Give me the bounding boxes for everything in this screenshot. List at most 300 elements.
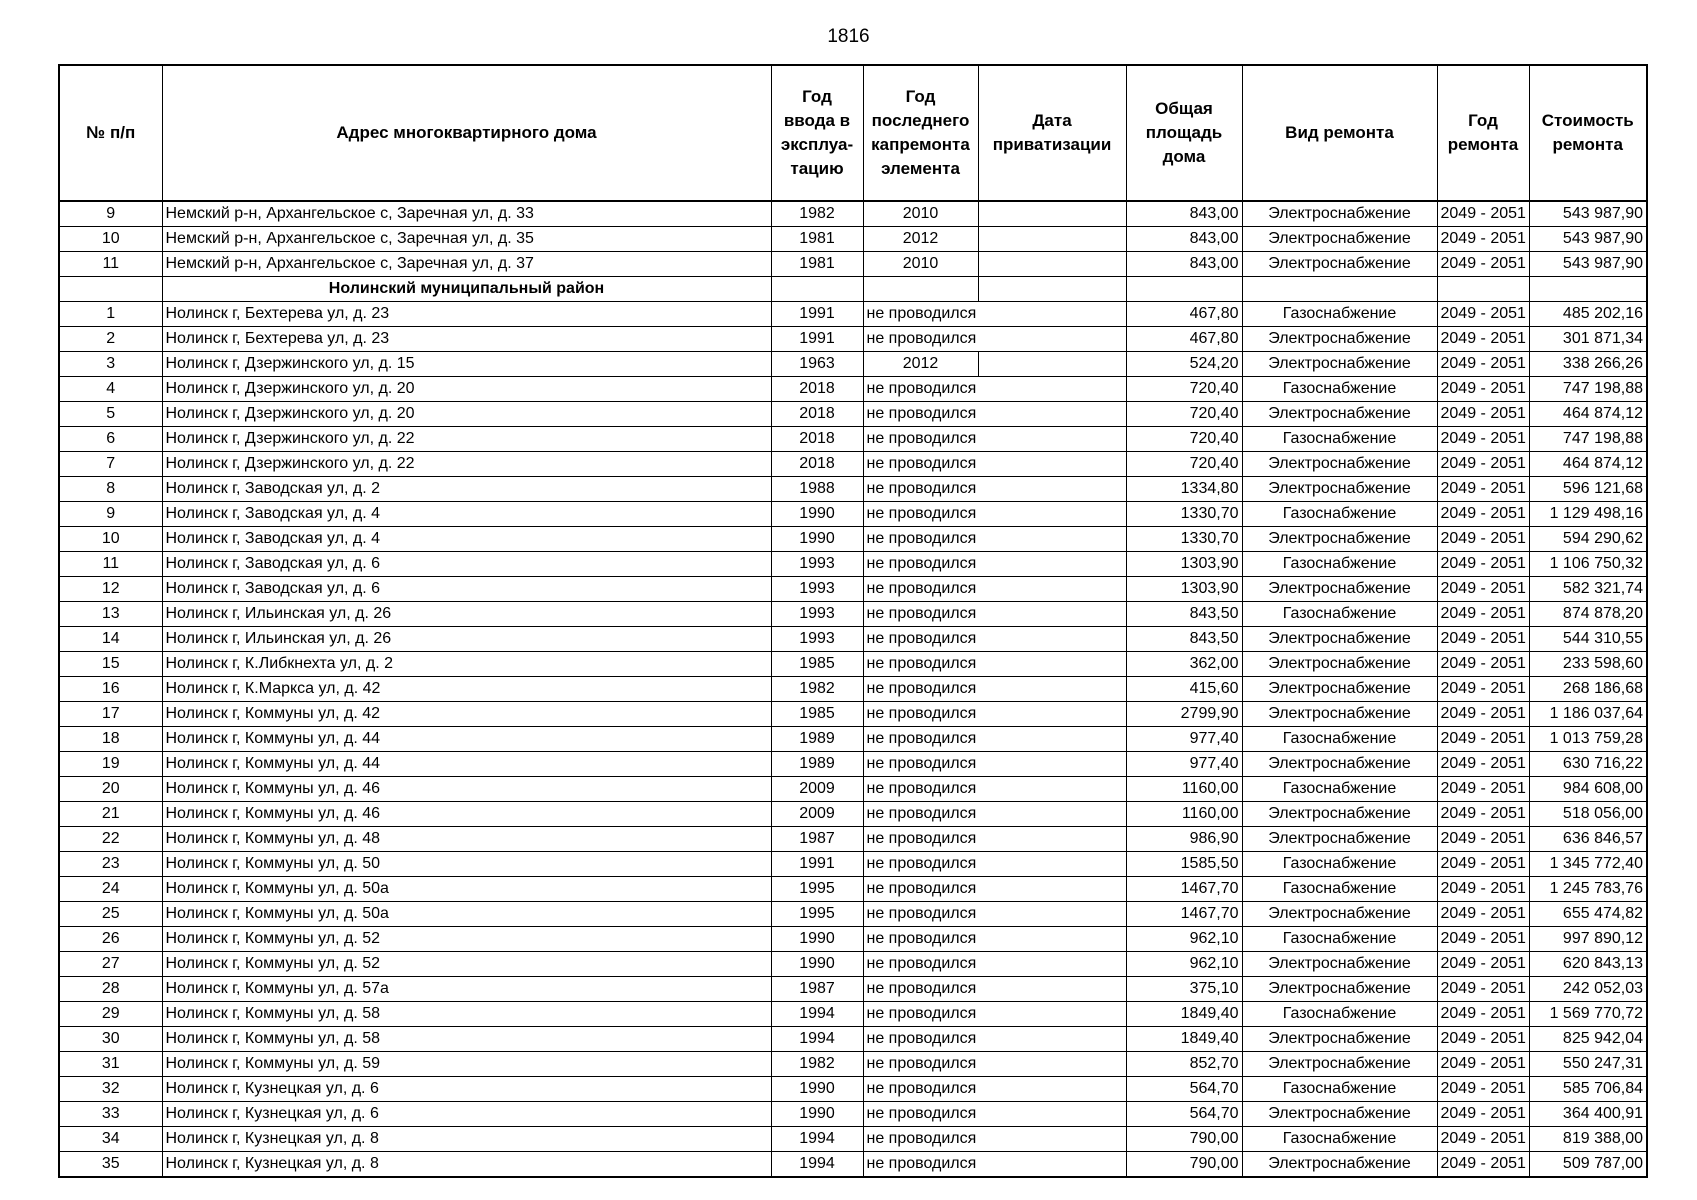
row-number: 18 [59, 727, 162, 752]
row-address: Нолинск г, Кузнецкая ул, д. 6 [162, 1102, 771, 1127]
row-address: Немский р-н, Архангельское с, Заречная ул, д. 35 [162, 227, 771, 252]
row-year-built: 1993 [771, 602, 863, 627]
row-address: Нолинск г, Ильинская ул, д. 26 [162, 602, 771, 627]
row-year-built: 1988 [771, 477, 863, 502]
row-area: 1330,70 [1126, 527, 1242, 552]
row-last-repair: не проводился [863, 302, 978, 327]
row-number: 26 [59, 927, 162, 952]
row-year-built: 2009 [771, 802, 863, 827]
row-last-repair: не проводился [863, 902, 978, 927]
row-repair-type: Электроснабжение [1242, 802, 1437, 827]
section-empty-cell [771, 277, 863, 302]
row-year-built: 1990 [771, 1077, 863, 1102]
row-address: Нолинск г, К.Маркса ул, д. 42 [162, 677, 771, 702]
row-address: Нолинск г, Коммуны ул, д. 50 [162, 852, 771, 877]
table-row [59, 1077, 1647, 1102]
row-repair-type: Электроснабжение [1242, 477, 1437, 502]
row-last-repair: не проводился [863, 502, 978, 527]
row-year-built: 1990 [771, 927, 863, 952]
row-number: 34 [59, 1127, 162, 1152]
row-area: 720,40 [1126, 452, 1242, 477]
row-privatization [978, 927, 1126, 952]
row-number: 4 [59, 377, 162, 402]
row-repair-type: Газоснабжение [1242, 502, 1437, 527]
row-number: 23 [59, 852, 162, 877]
row-repair-type: Газоснабжение [1242, 1127, 1437, 1152]
row-repair-period: 2049 - 2051 [1437, 927, 1529, 952]
row-last-repair: не проводился [863, 452, 978, 477]
row-cost: 233 598,60 [1529, 652, 1647, 677]
row-privatization [978, 452, 1126, 477]
row-repair-period: 2049 - 2051 [1437, 677, 1529, 702]
row-number: 16 [59, 677, 162, 702]
row-repair-period: 2049 - 2051 [1437, 652, 1529, 677]
row-number: 10 [59, 227, 162, 252]
row-privatization [978, 602, 1126, 627]
page-number: 1816 [827, 26, 870, 47]
row-cost: 997 890,12 [1529, 927, 1647, 952]
row-repair-type: Электроснабжение [1242, 452, 1437, 477]
row-area: 962,10 [1126, 952, 1242, 977]
row-repair-period: 2049 - 2051 [1437, 252, 1529, 277]
row-address: Нолинск г, Дзержинского ул, д. 22 [162, 452, 771, 477]
row-area: 1467,70 [1126, 902, 1242, 927]
row-cost: 630 716,22 [1529, 752, 1647, 777]
row-repair-period: 2049 - 2051 [1437, 1002, 1529, 1027]
row-area: 1303,90 [1126, 577, 1242, 602]
row-privatization [978, 1127, 1126, 1152]
row-cost: 543 987,90 [1529, 227, 1647, 252]
table-header [59, 65, 1647, 201]
row-number: 24 [59, 877, 162, 902]
row-privatization [978, 1102, 1126, 1127]
row-address: Нолинск г, Коммуны ул, д. 52 [162, 927, 771, 952]
row-address: Нолинск г, К.Либкнехта ул, д. 2 [162, 652, 771, 677]
row-last-repair: не проводился [863, 377, 978, 402]
row-address: Нолинск г, Коммуны ул, д. 58 [162, 1027, 771, 1052]
row-area: 843,00 [1126, 201, 1242, 227]
row-repair-period: 2049 - 2051 [1437, 1127, 1529, 1152]
row-area: 843,00 [1126, 227, 1242, 252]
row-repair-type: Газоснабжение [1242, 302, 1437, 327]
row-privatization [978, 227, 1126, 252]
row-privatization [978, 327, 1126, 352]
row-last-repair: не проводился [863, 627, 978, 652]
row-year-built: 1991 [771, 852, 863, 877]
row-year-built: 1985 [771, 702, 863, 727]
section-empty-cell [978, 277, 1126, 302]
row-number: 11 [59, 252, 162, 277]
section-empty-cell [1437, 277, 1529, 302]
row-repair-period: 2049 - 2051 [1437, 852, 1529, 877]
row-number: 21 [59, 802, 162, 827]
row-year-built: 1989 [771, 752, 863, 777]
row-area: 977,40 [1126, 752, 1242, 777]
row-area: 977,40 [1126, 727, 1242, 752]
table-row [59, 977, 1647, 1002]
row-area: 986,90 [1126, 827, 1242, 852]
row-address: Нолинск г, Бехтерева ул, д. 23 [162, 327, 771, 352]
row-area: 1160,00 [1126, 802, 1242, 827]
row-number: 1 [59, 302, 162, 327]
row-cost: 1 186 037,64 [1529, 702, 1647, 727]
row-repair-type: Электроснабжение [1242, 402, 1437, 427]
row-repair-period: 2049 - 2051 [1437, 1077, 1529, 1102]
row-cost: 596 121,68 [1529, 477, 1647, 502]
row-privatization [978, 752, 1126, 777]
section-empty-cell [59, 277, 162, 302]
row-address: Немский р-н, Архангельское с, Заречная ул, д. 37 [162, 252, 771, 277]
table-row [59, 502, 1647, 527]
row-cost: 747 198,88 [1529, 427, 1647, 452]
section-empty-cell [863, 277, 978, 302]
table-row [59, 802, 1647, 827]
table-row [59, 1127, 1647, 1152]
row-repair-period: 2049 - 2051 [1437, 552, 1529, 577]
row-year-built: 1991 [771, 327, 863, 352]
row-repair-period: 2049 - 2051 [1437, 602, 1529, 627]
row-area: 843,00 [1126, 252, 1242, 277]
row-repair-period: 2049 - 2051 [1437, 802, 1529, 827]
row-privatization [978, 477, 1126, 502]
row-address: Нолинск г, Коммуны ул, д. 57а [162, 977, 771, 1002]
row-cost: 585 706,84 [1529, 1077, 1647, 1102]
row-repair-type: Электроснабжение [1242, 201, 1437, 227]
row-number: 22 [59, 827, 162, 852]
row-last-repair: не проводился [863, 602, 978, 627]
row-last-repair: не проводился [863, 327, 978, 352]
row-privatization [978, 1002, 1126, 1027]
row-number: 32 [59, 1077, 162, 1102]
row-year-built: 1989 [771, 727, 863, 752]
row-area: 564,70 [1126, 1102, 1242, 1127]
row-repair-type: Электроснабжение [1242, 677, 1437, 702]
row-area: 790,00 [1126, 1127, 1242, 1152]
row-cost: 268 186,68 [1529, 677, 1647, 702]
row-repair-period: 2049 - 2051 [1437, 727, 1529, 752]
row-area: 1849,40 [1126, 1002, 1242, 1027]
row-address: Нолинск г, Коммуны ул, д. 46 [162, 802, 771, 827]
row-year-built: 1985 [771, 652, 863, 677]
row-address: Нолинск г, Коммуны ул, д. 42 [162, 702, 771, 727]
table-row [59, 727, 1647, 752]
header-address: Адрес многоквартирного дома [162, 65, 771, 201]
table-row [59, 1102, 1647, 1127]
row-number: 35 [59, 1152, 162, 1178]
row-address: Нолинск г, Коммуны ул, д. 48 [162, 827, 771, 852]
row-number: 28 [59, 977, 162, 1002]
table-row [59, 852, 1647, 877]
header-last-repair: Год последнего капремонта элемента [863, 65, 978, 201]
row-year-built: 1993 [771, 577, 863, 602]
section-title: Нолинский муниципальный район [162, 277, 771, 302]
row-repair-type: Электроснабжение [1242, 752, 1437, 777]
row-last-repair: не проводился [863, 1127, 978, 1152]
row-repair-period: 2049 - 2051 [1437, 777, 1529, 802]
row-number: 11 [59, 552, 162, 577]
row-year-built: 1982 [771, 677, 863, 702]
row-last-repair: не проводился [863, 652, 978, 677]
row-privatization [978, 877, 1126, 902]
row-address: Нолинск г, Кузнецкая ул, д. 8 [162, 1127, 771, 1152]
section-empty-cell [1126, 277, 1242, 302]
table-row [59, 201, 1647, 227]
table-row [59, 952, 1647, 977]
row-privatization [978, 952, 1126, 977]
row-privatization [978, 302, 1126, 327]
row-last-repair: не проводился [863, 1077, 978, 1102]
row-year-built: 1987 [771, 827, 863, 852]
row-number: 15 [59, 652, 162, 677]
row-last-repair: не проводился [863, 402, 978, 427]
row-repair-type: Газоснабжение [1242, 927, 1437, 952]
row-area: 1330,70 [1126, 502, 1242, 527]
row-last-repair: не проводился [863, 752, 978, 777]
row-last-repair: 2010 [863, 252, 978, 277]
row-number: 31 [59, 1052, 162, 1077]
row-privatization [978, 727, 1126, 752]
row-cost: 1 345 772,40 [1529, 852, 1647, 877]
row-repair-type: Электроснабжение [1242, 952, 1437, 977]
row-cost: 485 202,16 [1529, 302, 1647, 327]
row-address: Нолинск г, Дзержинского ул, д. 15 [162, 352, 771, 377]
table-row [59, 702, 1647, 727]
row-privatization [978, 677, 1126, 702]
row-area: 415,60 [1126, 677, 1242, 702]
row-address: Нолинск г, Коммуны ул, д. 58 [162, 1002, 771, 1027]
row-cost: 242 052,03 [1529, 977, 1647, 1002]
row-year-built: 1994 [771, 1127, 863, 1152]
row-repair-type: Газоснабжение [1242, 852, 1437, 877]
row-address: Нолинск г, Коммуны ул, д. 50а [162, 902, 771, 927]
table-row [59, 827, 1647, 852]
row-repair-period: 2049 - 2051 [1437, 452, 1529, 477]
row-last-repair: не проводился [863, 977, 978, 1002]
row-repair-type: Электроснабжение [1242, 652, 1437, 677]
row-last-repair: не проводился [863, 527, 978, 552]
row-privatization [978, 552, 1126, 577]
row-repair-period: 2049 - 2051 [1437, 527, 1529, 552]
row-number: 5 [59, 402, 162, 427]
row-cost: 301 871,34 [1529, 327, 1647, 352]
header-year-built: Год ввода в эксплуа-тацию [771, 65, 863, 201]
row-last-repair: не проводился [863, 802, 978, 827]
table-row [59, 377, 1647, 402]
row-year-built: 2018 [771, 452, 863, 477]
row-area: 362,00 [1126, 652, 1242, 677]
row-number: 13 [59, 602, 162, 627]
row-privatization [978, 201, 1126, 227]
row-repair-period: 2049 - 2051 [1437, 877, 1529, 902]
row-privatization [978, 1152, 1126, 1178]
row-repair-type: Электроснабжение [1242, 1052, 1437, 1077]
row-address: Нолинск г, Кузнецкая ул, д. 8 [162, 1152, 771, 1178]
row-year-built: 1994 [771, 1002, 863, 1027]
row-repair-period: 2049 - 2051 [1437, 1102, 1529, 1127]
row-last-repair: не проводился [863, 852, 978, 877]
table-row [59, 527, 1647, 552]
row-cost: 1 245 783,76 [1529, 877, 1647, 902]
row-address: Нолинск г, Бехтерева ул, д. 23 [162, 302, 771, 327]
row-repair-type: Газоснабжение [1242, 727, 1437, 752]
row-area: 843,50 [1126, 602, 1242, 627]
row-repair-period: 2049 - 2051 [1437, 702, 1529, 727]
table-row [59, 1027, 1647, 1052]
row-address: Нолинск г, Заводская ул, д. 2 [162, 477, 771, 502]
row-area: 1585,50 [1126, 852, 1242, 877]
row-cost: 620 843,13 [1529, 952, 1647, 977]
row-cost: 636 846,57 [1529, 827, 1647, 852]
row-privatization [978, 652, 1126, 677]
row-repair-type: Электроснабжение [1242, 252, 1437, 277]
row-cost: 509 787,00 [1529, 1152, 1647, 1178]
row-address: Немский р-н, Архангельское с, Заречная ул, д. 33 [162, 201, 771, 227]
row-number: 9 [59, 201, 162, 227]
row-repair-period: 2049 - 2051 [1437, 977, 1529, 1002]
row-number: 33 [59, 1102, 162, 1127]
row-repair-type: Электроснабжение [1242, 352, 1437, 377]
row-address: Нолинск г, Заводская ул, д. 6 [162, 577, 771, 602]
row-repair-type: Газоснабжение [1242, 877, 1437, 902]
row-area: 375,10 [1126, 977, 1242, 1002]
row-year-built: 1994 [771, 1152, 863, 1178]
row-area: 790,00 [1126, 1152, 1242, 1178]
row-last-repair: не проводился [863, 677, 978, 702]
row-privatization [978, 627, 1126, 652]
row-repair-period: 2049 - 2051 [1437, 952, 1529, 977]
row-cost: 825 942,04 [1529, 1027, 1647, 1052]
header-repair-year: Год ремонта [1437, 65, 1529, 201]
row-year-built: 1981 [771, 227, 863, 252]
row-privatization [978, 977, 1126, 1002]
row-year-built: 1990 [771, 952, 863, 977]
row-address: Нолинск г, Кузнецкая ул, д. 6 [162, 1077, 771, 1102]
row-last-repair: не проводился [863, 877, 978, 902]
row-address: Нолинск г, Заводская ул, д. 6 [162, 552, 771, 577]
row-year-built: 1990 [771, 527, 863, 552]
row-privatization [978, 502, 1126, 527]
header-cost: Стоимость ремонта [1529, 65, 1647, 201]
table-row [59, 302, 1647, 327]
row-area: 1303,90 [1126, 552, 1242, 577]
row-cost: 518 056,00 [1529, 802, 1647, 827]
header-num: № п/п [59, 65, 162, 201]
row-number: 10 [59, 527, 162, 552]
table-row [59, 627, 1647, 652]
row-repair-type: Электроснабжение [1242, 227, 1437, 252]
row-repair-type: Газоснабжение [1242, 1077, 1437, 1102]
row-year-built: 1982 [771, 1052, 863, 1077]
row-last-repair: не проводился [863, 827, 978, 852]
row-privatization [978, 402, 1126, 427]
row-area: 720,40 [1126, 427, 1242, 452]
row-number: 3 [59, 352, 162, 377]
row-cost: 1 569 770,72 [1529, 1002, 1647, 1027]
row-repair-period: 2049 - 2051 [1437, 352, 1529, 377]
row-last-repair: не проводился [863, 1102, 978, 1127]
row-last-repair: 2010 [863, 201, 978, 227]
row-address: Нолинск г, Дзержинского ул, д. 22 [162, 427, 771, 452]
table-row [59, 477, 1647, 502]
row-privatization [978, 427, 1126, 452]
row-last-repair: не проводился [863, 952, 978, 977]
table-row [59, 1002, 1647, 1027]
row-address: Нолинск г, Коммуны ул, д. 44 [162, 752, 771, 777]
row-number: 27 [59, 952, 162, 977]
row-number: 6 [59, 427, 162, 452]
row-cost: 464 874,12 [1529, 452, 1647, 477]
row-address: Нолинск г, Коммуны ул, д. 44 [162, 727, 771, 752]
row-last-repair: не проводился [863, 427, 978, 452]
row-year-built: 1995 [771, 877, 863, 902]
header-privatization: Дата приватизации [978, 65, 1126, 201]
row-year-built: 2009 [771, 777, 863, 802]
table-row [59, 602, 1647, 627]
row-area: 1334,80 [1126, 477, 1242, 502]
row-repair-type: Электроснабжение [1242, 527, 1437, 552]
row-number: 9 [59, 502, 162, 527]
row-last-repair: не проводился [863, 1152, 978, 1178]
row-privatization [978, 802, 1126, 827]
row-address: Нолинск г, Коммуны ул, д. 46 [162, 777, 771, 802]
row-repair-type: Электроснабжение [1242, 1027, 1437, 1052]
row-cost: 1 013 759,28 [1529, 727, 1647, 752]
row-area: 962,10 [1126, 927, 1242, 952]
row-repair-type: Газоснабжение [1242, 1002, 1437, 1027]
section-row [59, 277, 1647, 302]
row-year-built: 2018 [771, 402, 863, 427]
row-privatization [978, 577, 1126, 602]
row-repair-period: 2049 - 2051 [1437, 502, 1529, 527]
row-cost: 1 129 498,16 [1529, 502, 1647, 527]
row-number: 25 [59, 902, 162, 927]
row-repair-type: Газоснабжение [1242, 427, 1437, 452]
row-year-built: 1994 [771, 1027, 863, 1052]
row-last-repair: не проводился [863, 727, 978, 752]
row-address: Нолинск г, Дзержинского ул, д. 20 [162, 377, 771, 402]
row-year-built: 1993 [771, 627, 863, 652]
row-repair-period: 2049 - 2051 [1437, 1152, 1529, 1178]
section-empty-cell [1529, 277, 1647, 302]
row-number: 14 [59, 627, 162, 652]
row-year-built: 2018 [771, 377, 863, 402]
row-cost: 338 266,26 [1529, 352, 1647, 377]
row-last-repair: не проводился [863, 702, 978, 727]
row-address: Нолинск г, Коммуны ул, д. 50а [162, 877, 771, 902]
row-year-built: 1987 [771, 977, 863, 1002]
row-repair-period: 2049 - 2051 [1437, 827, 1529, 852]
section-empty-cell [1242, 277, 1437, 302]
row-area: 1160,00 [1126, 777, 1242, 802]
row-address: Нолинск г, Ильинская ул, д. 26 [162, 627, 771, 652]
row-number: 29 [59, 1002, 162, 1027]
table-row [59, 552, 1647, 577]
row-address: Нолинск г, Дзержинского ул, д. 20 [162, 402, 771, 427]
row-cost: 543 987,90 [1529, 252, 1647, 277]
row-address: Нолинск г, Коммуны ул, д. 52 [162, 952, 771, 977]
row-privatization [978, 1052, 1126, 1077]
table-row [59, 227, 1647, 252]
table-row [59, 677, 1647, 702]
row-repair-period: 2049 - 2051 [1437, 327, 1529, 352]
row-repair-type: Электроснабжение [1242, 577, 1437, 602]
row-year-built: 1990 [771, 502, 863, 527]
row-area: 1467,70 [1126, 877, 1242, 902]
row-repair-period: 2049 - 2051 [1437, 302, 1529, 327]
table-row [59, 752, 1647, 777]
row-repair-type: Электроснабжение [1242, 902, 1437, 927]
row-cost: 364 400,91 [1529, 1102, 1647, 1127]
